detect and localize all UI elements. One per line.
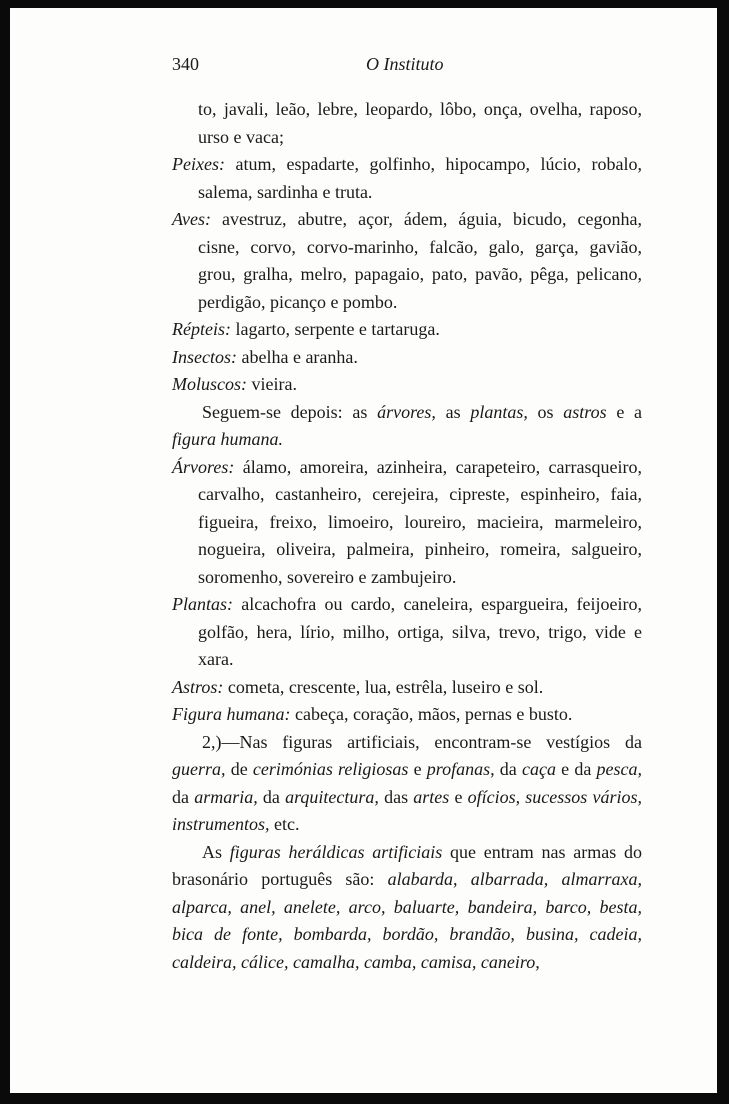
text-run: As xyxy=(202,841,230,862)
entry-label: Aves: xyxy=(172,209,211,229)
running-title: O Instituto xyxy=(366,54,444,74)
entry-label: Répteis: xyxy=(172,319,231,339)
entry-text: avestruz, abutre, açor, ádem, águia, bicudo, cegonha, cisne, corvo, corvo-marinho, falcão, galo, garça, gavião, grou, gralha, melro, papagaio, pato, pavão, pêga, pelicano, perdigão, picanço e pombo. xyxy=(198,209,642,312)
text-run: 2,)—Nas figuras artificiais, encontram-se vestígios da xyxy=(202,731,642,752)
text-run-italic: pesca, xyxy=(596,759,642,779)
text-run: as xyxy=(435,401,471,422)
text-run: os xyxy=(527,401,564,422)
text-run-italic: alabarda, albarrada, almarraxa, alparca, anel, anelete, arco, baluarte, bandeira, barco, besta, bica de fonte, bombarda, bordão, brandão, busina, cadeia, caldeira, cálice, camalha, camba, camisa, caneiro, xyxy=(172,869,642,972)
entry-label: Astros: xyxy=(172,676,224,697)
text-run-italic: artes xyxy=(413,786,450,807)
entry-label: Figura humana: xyxy=(172,704,291,724)
entry-text: álamo, amoreira, azinheira, carapeteiro, carrasqueiro, carvalho, castanheiro, cerejeira, cipreste, espinheiro, faia, figueira, freixo, limoeiro, loureiro, macieira, marmeleiro, nogueira, oliveira, palmeira, pinheiro, romeira, salgueiro, soromenho, sovereiro e zambujeiro. xyxy=(198,456,642,587)
text-run: Seguem-se depois: as xyxy=(202,401,378,422)
text-run-italic: árvores, xyxy=(377,401,436,422)
text-run-italic: armaria, xyxy=(194,786,258,807)
entry-label: Moluscos: xyxy=(172,374,247,394)
text-run-italic: cerimónias religiosas xyxy=(252,759,409,779)
entry-label: Plantas: xyxy=(172,594,233,614)
paragraph-seguem xyxy=(172,399,642,454)
text-run: que entram nas armas do brasonário português são: xyxy=(172,841,642,889)
text-run-italic: figuras heráldicas artificiais xyxy=(229,841,443,862)
text-run-italic: astros xyxy=(563,401,607,422)
entry-text: cometa, crescente, lua, estrêla, luseiro e sol. xyxy=(223,676,544,697)
page-number: 340 xyxy=(172,54,199,74)
text-run: da xyxy=(494,759,522,779)
text-run: e a xyxy=(606,401,642,422)
entry-arvores xyxy=(172,454,642,592)
text-run-italic: caça xyxy=(521,759,556,779)
text-run-italic: ofícios, sucessos vários, instrumentos, xyxy=(172,786,642,834)
paragraph-figuras-heraldicas xyxy=(172,839,642,977)
text-run: de xyxy=(225,759,253,779)
text-run: e da xyxy=(555,759,597,779)
text-run: das xyxy=(378,786,414,807)
entry-plantas xyxy=(172,591,642,674)
mammals-list-continued: to, javali, leão, lebre, leopardo, lôbo, onça, ovelha, raposo, urso e vaca; xyxy=(198,99,642,147)
text-run-italic: figura humana. xyxy=(172,429,284,449)
entry-peixes xyxy=(172,151,642,206)
entry-label: Insectos: xyxy=(172,346,237,367)
text-run: da xyxy=(257,786,286,807)
entry-figura-humana xyxy=(172,701,642,729)
text-run: etc. xyxy=(269,814,300,834)
entry-moluscos xyxy=(172,371,642,399)
entry-text: abelha e aranha. xyxy=(236,346,358,367)
text-run: e xyxy=(449,786,468,807)
text-run-italic: plantas, xyxy=(470,401,528,422)
entry-text: atum, espadarte, golfinho, hipocampo, lúcio, robalo, salema, sardinha e truta. xyxy=(198,154,642,202)
text-run: da xyxy=(172,786,195,807)
entry-label: Árvores: xyxy=(172,456,235,477)
paragraph-figuras-artificiais xyxy=(172,729,642,839)
entry-insectos xyxy=(172,344,642,372)
entry-text: alcachofra ou cardo, caneleira, espargueira, feijoeiro, golfão, hera, lírio, milho, ortiga, silva, trevo, trigo, vide e xara. xyxy=(198,594,642,669)
text-run-italic: guerra, xyxy=(172,759,226,779)
entry-aves xyxy=(172,206,642,316)
entry-text: vieira. xyxy=(247,374,297,394)
entry-repteis xyxy=(172,316,642,344)
entry-text: cabeça, coração, mãos, pernas e busto. xyxy=(290,704,573,724)
text-run-italic: arquitectura, xyxy=(285,786,379,807)
running-header xyxy=(0,54,729,80)
text-run: e xyxy=(408,759,427,779)
entry-label: Peixes: xyxy=(172,154,225,174)
entry-astros xyxy=(172,674,642,702)
page-body xyxy=(172,96,642,976)
text-run-italic: profanas, xyxy=(426,759,495,779)
entry-text: lagarto, serpente e tartaruga. xyxy=(230,319,440,339)
